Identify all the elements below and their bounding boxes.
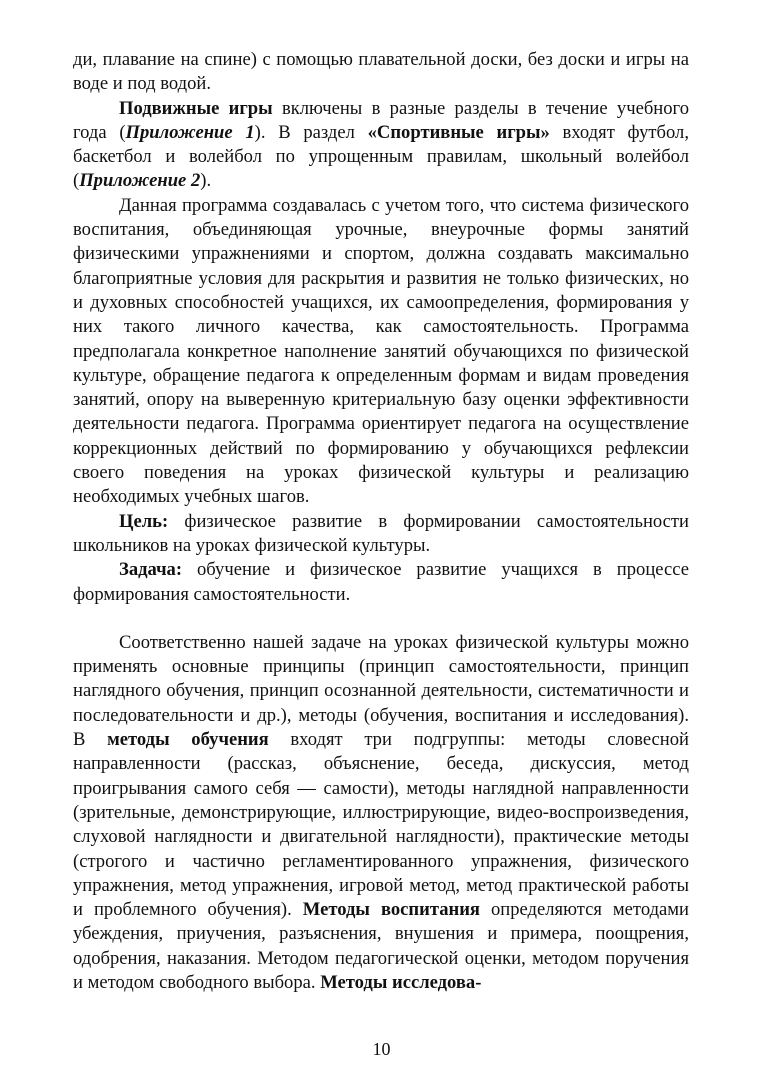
term-teaching-methods: методы обучения [107,729,269,751]
paragraph-program [73,194,689,510]
paragraph-swimming [73,48,689,97]
term-upbringing-methods: Методы воспитания [302,899,480,921]
task-label: Задача: [119,559,183,581]
appendix-1-ref: Приложение 1 [125,121,255,143]
paragraph-text: включены в разные разделы в течение учебного года ( [73,97,690,143]
paragraph-text: входят футбол, баскетбол и волейбол по упрощенным правилам, школьный волейбол ( [73,121,689,192]
term-research-methods: Методы исследова- [320,971,482,993]
paragraph-text: ). [200,170,212,192]
paragraph-goal [73,510,689,559]
paragraph-text: Данная программа создавалась с учетом того, что система физического воспитания, объединяющая урочные, внеурочные формы занятий физическими упражнениями и спортом, должна создавать максимально благоприятные условия для раскрытия и развития не только физических, но и духовных способностей учащихся, их самоопределения, формирования у них такого личного качества, как самостоятельность. Программа предполагала конкретное наполнение занятий обучающихся по физической культуре, обращение педагога к определенным формам и видам проведения занятий, опору на выверенную критериальную базу оценки эффективности деятельности педагога. Программа ориентирует педагога на осуществление коррекционных действий по формированию у обучающихся рефлексии своего поведения на уроках физической культуры и реализацию необходимых учебных шагов. [73,194,689,508]
section-sport-games: «Спортивные игры» [367,121,550,143]
goal-text: физическое развитие в формировании самостоятельности школьников на уроках физической культуры. [73,510,689,556]
paragraph-text: ). В раздел [254,121,368,143]
paragraph-text: Соответственно нашей задаче на уроках физической культуры можно применять основные принципы (принцип самостоятельности, принцип наглядного обучения, принцип осознанной деятельности, систематичности и последовательности и др.), методы (обучения, воспитания и исследования). В [73,631,689,751]
paragraph-task [73,558,689,607]
task-text: обучение и физическое развитие учащихся в процессе формирования самостоятельности. [73,559,689,605]
document-page [73,48,689,995]
paragraph-text: входят три подгруппы: методы словесной направленности (рассказ, объяснение, беседа, дискуссия, метод проигрывания самого себя — самости), методы наглядной направленности (зрительные, демонстрирующие, иллюстрирующие, видео-воспроизведения, слуховой наглядности и двигательной наглядности), практические методы (строгого и частично регламентированного упражнения, физического упражнения, метод упражнения, игровой метод, метод практической работы и проблемного обучения). [73,729,689,921]
paragraph-text: ди, плавание на спине) с помощью плавательной доски, без доски и игры на воде и под водой. [73,49,689,95]
page-number: 10 [372,1039,391,1059]
appendix-2-ref: Приложение 2 [79,170,201,192]
term-outdoor-games: Подвижные игры [119,97,273,119]
paragraph-methods [73,631,689,995]
paragraph-outdoor-games [73,97,689,194]
goal-label: Цель: [119,510,169,532]
paragraph-text: определяются методами убеждения, приучения, разъяснения, внушения и примера, поощрения, одобрения, наказания. Методом педагогической оценки, методом поручения и методом свободного выбора. [73,899,690,993]
